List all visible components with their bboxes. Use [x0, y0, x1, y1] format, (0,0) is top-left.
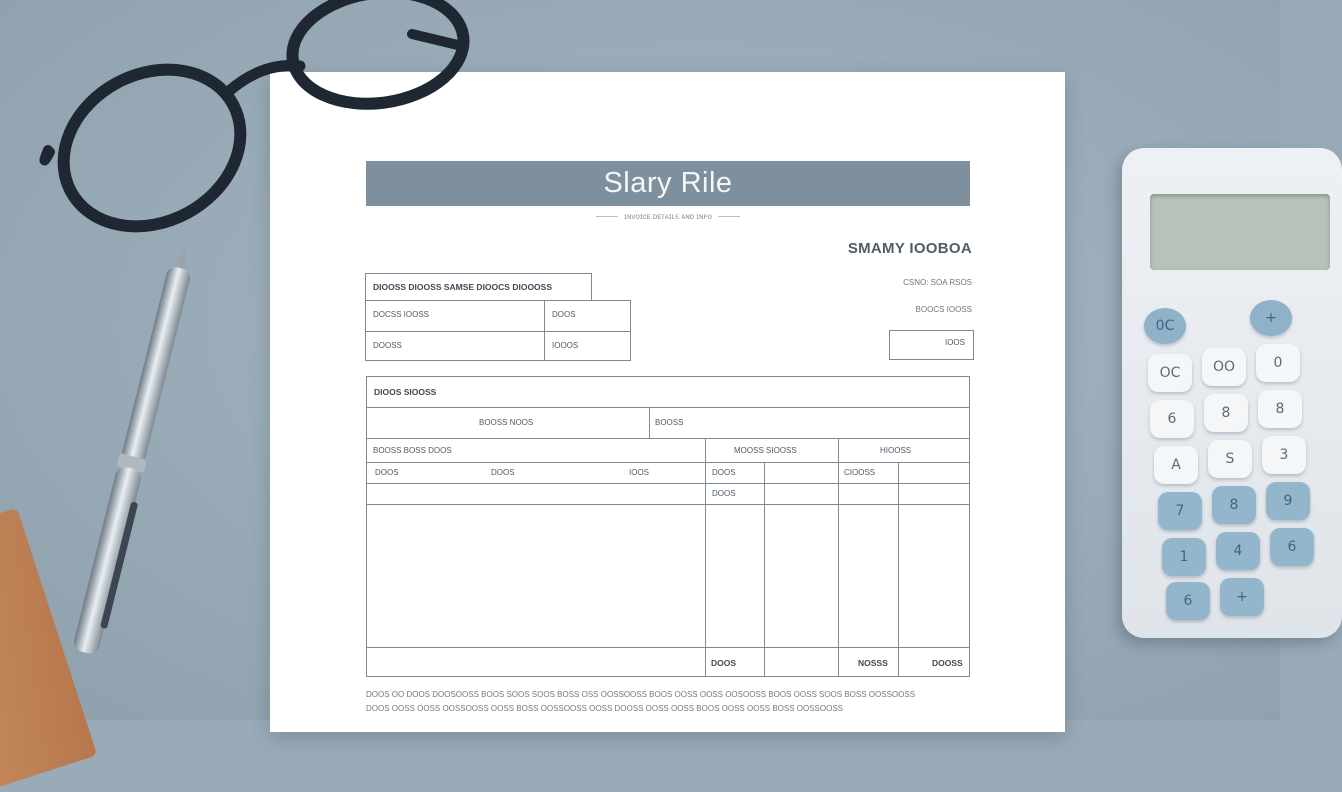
employee-row-1-value: DOOS	[552, 310, 576, 319]
calc-key: 8	[1258, 390, 1302, 428]
table-row2-left: BOOSS NOOS	[479, 418, 534, 427]
table-section-header: DIOOS SIOOSS	[374, 387, 437, 397]
document-title: Slary Rile	[366, 161, 970, 206]
calculator-display	[1150, 194, 1330, 270]
calc-key-top-2: +	[1250, 300, 1292, 336]
table-footer-1: DOOS	[711, 658, 737, 668]
col-label-5: CIOOSS	[844, 468, 876, 477]
employee-header-text: DIOOSS DIOOSS SAMSE DIOOCS DIOOOSS	[373, 282, 553, 292]
calc-key: 3	[1262, 436, 1306, 474]
document-subtitle: ɪɴᴠᴏɪᴄᴇ ᴅᴇᴛᴀɪʟꜱ ᴀɴᴅ ɪɴꜰᴏ	[366, 212, 970, 221]
calc-key: 1	[1162, 538, 1206, 576]
table-footer-3: DOOSS	[932, 658, 963, 668]
calc-key: OO	[1202, 348, 1246, 386]
employee-info-box	[365, 300, 631, 361]
footnote-line-1: DOOS OO DOOS DOOSOOSS BOOS SOOS SOOS BOSS OSS OOSSOOSS BOOS OOSS OOSS OOSOOSS BOOS OOSS SOOS BOSS OOSSOOSS	[366, 690, 916, 699]
right-value-box	[889, 330, 974, 360]
calc-key: S	[1208, 440, 1252, 478]
calc-key-top-1: 0C	[1144, 308, 1186, 344]
employee-row-2-value: IOOOS	[552, 341, 579, 350]
calc-key: 8	[1212, 486, 1256, 524]
calc-key: 8	[1204, 394, 1248, 432]
table-footer-2: NOSSS	[858, 658, 888, 668]
footnote-line-2: DOOS OOSS OOSS OOSSOOSS OOSS BOSS OOSSOOSS OOSS DOOSS OOSS OOSS BOOS OOSS OOSS BOSS OOSSOOSS	[366, 704, 844, 713]
calc-key: 7	[1158, 492, 1202, 530]
calc-key: 6	[1270, 528, 1314, 566]
salary-table	[366, 376, 970, 677]
calc-key: +	[1220, 578, 1264, 616]
col-label-4: DOOS	[712, 468, 736, 477]
table-row2-right: BOOSS	[655, 418, 684, 427]
calc-key: 6	[1150, 400, 1194, 438]
calc-key: 4	[1216, 532, 1260, 570]
right-value-text: IOOS	[944, 338, 965, 347]
right-info-line-2: BOOCS IOOSS	[915, 305, 972, 314]
calc-key: OC	[1148, 354, 1192, 392]
employee-row-2-label: DOOSS	[373, 341, 402, 350]
right-info-line-1: CSNO: SOA RSOS	[903, 278, 972, 287]
table-sub-mid: MOOSS SIOOSS	[734, 446, 797, 455]
employee-row-1-label: DOCSS IOOSS	[373, 310, 430, 319]
table-sub-left: BOOSS BOSS DOOS	[373, 446, 452, 455]
col-label-1: DOOS	[375, 468, 399, 477]
calc-key: 6	[1166, 582, 1210, 620]
calc-key: 0	[1256, 344, 1300, 382]
calc-key: A	[1154, 446, 1198, 484]
col-label-2: DOOS	[491, 468, 515, 477]
col-label-3: IOOS	[629, 468, 650, 477]
table-row-extra: DOOS	[712, 489, 736, 498]
table-sub-right: HIOOSS	[880, 446, 912, 455]
employee-header-box	[365, 273, 592, 301]
pen-icon	[0, 0, 300, 720]
calculator	[1122, 148, 1342, 638]
company-name: SMAMY IOOBOA	[847, 240, 972, 257]
calc-key: 9	[1266, 482, 1310, 520]
